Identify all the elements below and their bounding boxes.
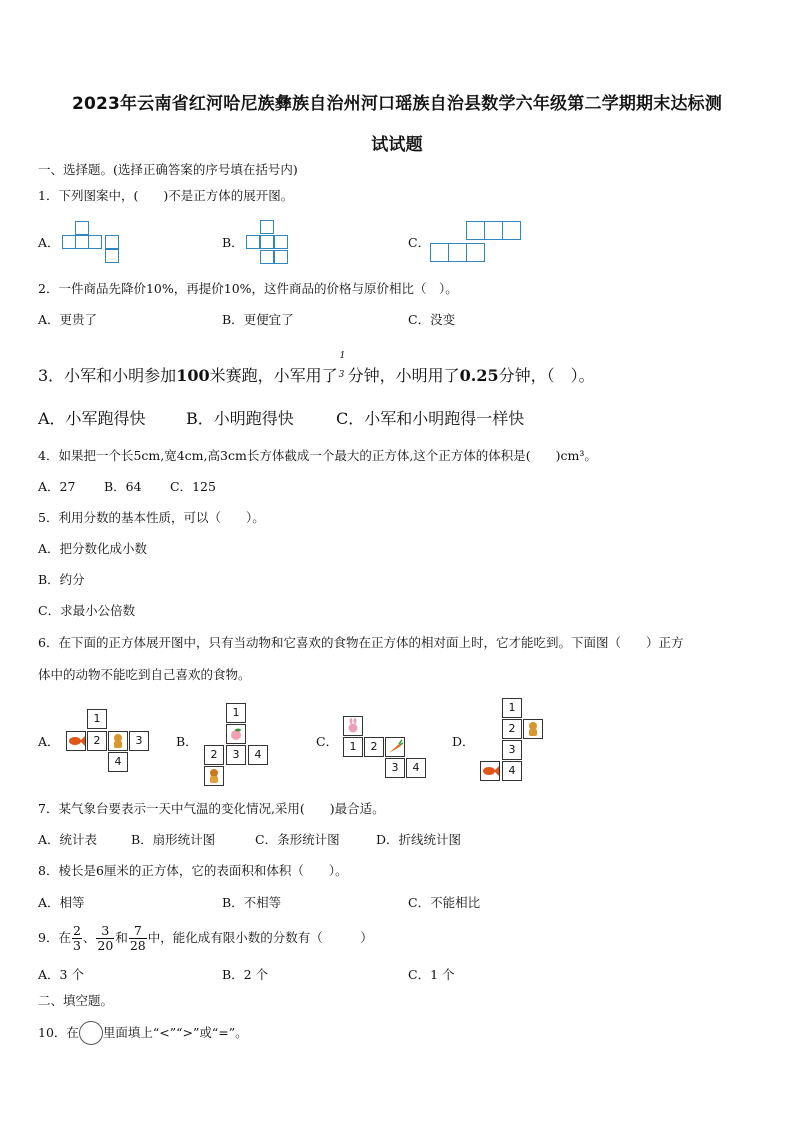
q7-stem: 7．某气象台要表示一天中气温的变化情况,采用( )最合适。 bbox=[38, 801, 385, 816]
q6-option-b: B． bbox=[176, 734, 198, 749]
answer-circle[interactable] bbox=[79, 1021, 103, 1045]
q4-option-b: B．64 bbox=[104, 479, 142, 494]
q6-stem-line2: 体中的动物不能吃到自己喜欢的食物。 bbox=[38, 667, 251, 682]
q3-option-a: A．小军跑得快 bbox=[38, 409, 146, 428]
q2-option-b: B．更便宜了 bbox=[222, 312, 294, 327]
q6-net-c: 1 2 3 4 bbox=[343, 716, 429, 778]
q7-option-c: C．条形统计图 bbox=[255, 832, 340, 847]
q7-option-a: A．统计表 bbox=[38, 832, 98, 847]
q1-net-c bbox=[430, 221, 522, 265]
cat-icon bbox=[108, 731, 128, 751]
q9-stem: 9．在 $\frac{2}{3}$ 、 $\frac{3}{20}$ 和 $\frac{7}{28}$ 中，能化成有限小数的分数有（ ） bbox=[38, 922, 373, 953]
section-heading-2: 二、填空题。 bbox=[38, 993, 114, 1008]
q3-option-c: C．小军和小明跑得一样快 bbox=[336, 409, 525, 428]
q4-stem: 4．如果把一个长5cm,宽4cm,高3cm长方体截成一个最大的正方体,这个正方体的体积是( )cm³。 bbox=[38, 448, 597, 463]
section-heading-1: 一、选择题。(选择正确答案的序号填在括号内) bbox=[38, 162, 298, 177]
fish-icon bbox=[480, 761, 500, 781]
q6-option-c: C． bbox=[316, 734, 339, 749]
page-title-line1: 2023年云南省红河哈尼族彝族自治州河口瑶族自治县数学六年级第二学期期末达标测 bbox=[71, 94, 723, 114]
q5-option-b: B．约分 bbox=[38, 572, 85, 587]
q6-stem-line1: 6．在下面的正方体展开图中，只有当动物和它喜欢的食物在正方体的相对面上时，它才能吃到。下面图（ ）正方 bbox=[38, 635, 684, 650]
q10-stem: 10．在 里面填上“<”“>”或“=”。 bbox=[38, 1021, 248, 1045]
q1-option-b: B． bbox=[222, 235, 244, 250]
q1-option-c: C． bbox=[408, 235, 431, 250]
q1-net-b bbox=[246, 220, 292, 266]
q7-option-b: B．扇形统计图 bbox=[131, 832, 216, 847]
q6-net-b: 1 2 3 4 bbox=[204, 703, 270, 789]
q1-net-a bbox=[62, 221, 122, 265]
q6-option-a: A． bbox=[38, 734, 60, 749]
q3-stem: 3．小军和小明参加100米赛跑，小军用了 1 3 分钟，小明用了0.25分钟，（ ）。 bbox=[38, 350, 595, 385]
q9-option-c: C．1 个 bbox=[408, 967, 455, 982]
q4-option-a: A．27 bbox=[38, 479, 76, 494]
q9-option-a: A．3 个 bbox=[38, 967, 84, 982]
carrot-icon bbox=[385, 737, 405, 757]
page-title-line2: 试试题 bbox=[371, 135, 423, 155]
q6-net-a: 1 2 3 4 bbox=[66, 709, 156, 773]
q6-net-d: 1 2 3 4 bbox=[480, 698, 546, 784]
fish-icon bbox=[66, 731, 86, 751]
q2-stem: 2．一件商品先降价10%，再提价10%，这件商品的价格与原价相比（ ）。 bbox=[38, 281, 458, 296]
q9-option-b: B．2 个 bbox=[222, 967, 269, 982]
q7-option-d: D．折线统计图 bbox=[376, 832, 462, 847]
q5-option-c: C．求最小公倍数 bbox=[38, 603, 136, 618]
monkey-icon bbox=[204, 766, 224, 786]
cat-icon bbox=[523, 719, 543, 739]
q8-option-a: A．相等 bbox=[38, 895, 85, 910]
q1-option-a: A． bbox=[38, 235, 60, 250]
q5-stem: 5．利用分数的基本性质，可以（ ）。 bbox=[38, 510, 265, 525]
rabbit-icon bbox=[343, 716, 363, 736]
q8-option-b: B．不相等 bbox=[222, 895, 282, 910]
q4-option-c: C．125 bbox=[170, 479, 216, 494]
peach-icon bbox=[226, 724, 246, 744]
q8-option-c: C．不能相比 bbox=[408, 895, 481, 910]
q2-option-a: A．更贵了 bbox=[38, 312, 98, 327]
q6-option-d: D． bbox=[452, 734, 475, 749]
q2-option-c: C．没变 bbox=[408, 312, 456, 327]
q3-option-b: B．小明跑得快 bbox=[186, 409, 294, 428]
q1-stem: 1．下列图案中，( )不是正方体的展开图。 bbox=[38, 188, 294, 203]
q5-option-a: A．把分数化成小数 bbox=[38, 541, 148, 556]
q8-stem: 8．棱长是6厘米的正方体，它的表面积和体积（ ）。 bbox=[38, 863, 348, 878]
